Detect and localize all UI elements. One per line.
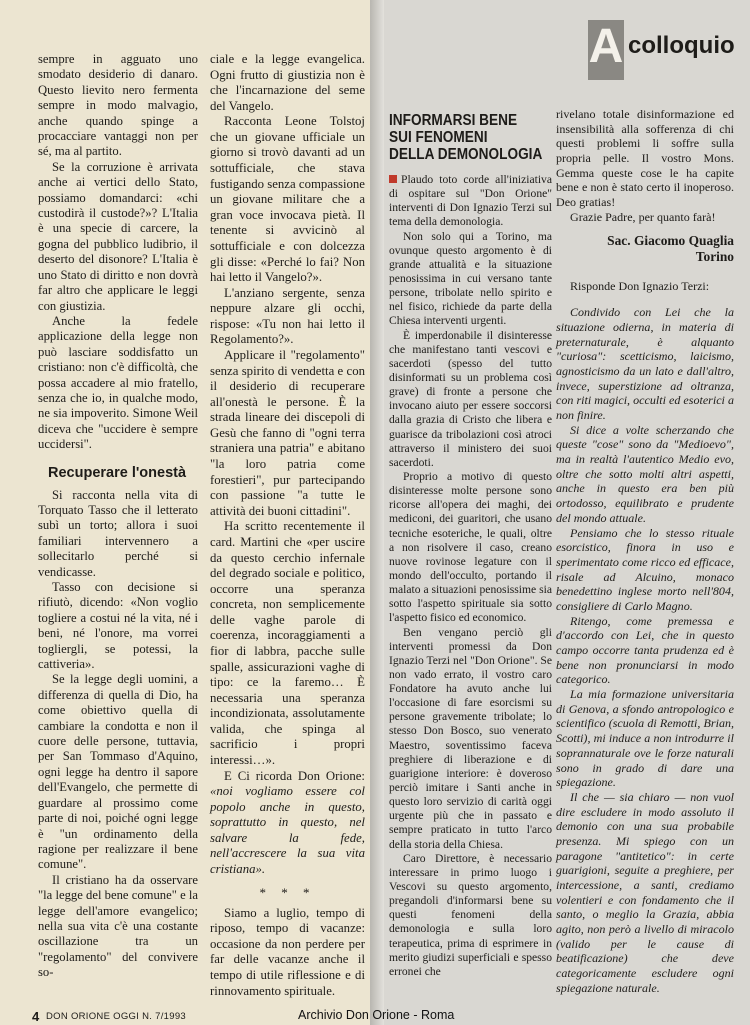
- magazine-issue: DON ORIONE OGGI N. 7/1993: [46, 1011, 187, 1022]
- headline-line: SUI FENOMENI: [389, 129, 488, 146]
- section-subheading: Recuperare l'onestà: [48, 464, 187, 481]
- column-4: [556, 107, 734, 996]
- paragraph: Se la corruzione è arrivata anche ai vertici dello Stato, possiamo domandarci: «chi custodirà il custode?»? L'Italia è una specie di carcere, la gogna del pubblico ludibrio, il deserto del disonore? L'Italia è uno Stato di diritto e non dovrà far altro che applicare le leggi con giustizia.: [38, 159, 198, 313]
- paragraph-quote: [210, 769, 365, 878]
- paragraph-text: Plaudo toto corde all'iniziativa di ospitare sul "Don Orione" interventi di Don Ignazio Terzi sul tema della demonologia.: [389, 173, 552, 229]
- column-2: [210, 52, 365, 999]
- logo-letter: A: [588, 20, 624, 80]
- paragraph: ciale e la legge evangelica. Ogni frutto di giustizia non è che l'incarnazione del seme del Vangelo.: [210, 52, 365, 113]
- paragraph: Proprio a motivo di questo disinteresse molte persone sono ricorse all'opera dei maghi, dei mediconi, dei guaritori, che usano tecniche esoteriche, le quali, oltre a non risolvere il caso, creano nuove rovinose legature con il mondo dell'occulto, portando il malato a situazioni penosissime sia sotto l'aspetto spirituale sia sotto l'aspetto fisico ed economico.: [389, 469, 552, 625]
- logo-word: colloquio: [628, 32, 735, 59]
- paragraph: Racconta Leone Tolstoj che un giovane ufficiale un giorno si trovò davanti ad un sottufficiale, che stava fustigando senza compassione un giovane militare che a gran voce invocava pietà. Il tenente si avvicinò al sottufficiale e con dolcezza gli disse: «Perché lo fai? Non hai letto il Vangelo?».: [210, 114, 365, 285]
- paragraph: sempre in agguato uno smodato desiderio di danaro. Questo lievito nero fermenta sempre in modo malvagio, anche quando spinge a procacciare vantaggi non per sé, ma al partito.: [38, 52, 198, 159]
- reply-paragraph: La mia formazione universitaria di Genova, a sfondo antropologico e scientifico (scuola di Remotti, Brian, Scotti), mi induce a non introdurre il soprannaturale ove le forze naturali sono in grado di dare una spiegazione.: [556, 687, 734, 790]
- paragraph: È imperdonabile il disinteresse che manifestano tanti vescovi e sacerdoti (spesso del tutto disinformati su un problema così grave) di fronte a persone che invocano aiuto per essere soccorsi dalla grazia di Cristo che libera e guarisce da tribolazioni così atroci attraverso il ministero dei suoi sacerdoti.: [389, 328, 552, 469]
- headline-line: INFORMARSI BENE: [389, 112, 518, 129]
- page-gutter: [370, 0, 384, 1025]
- paragraph: L'anziano sergente, senza neppure alzare gli occhi, rispose: «Tu non hai letto il Regolamento?».: [210, 285, 365, 347]
- reply-paragraph: Il che — sia chiaro — non vuol dire escludere in modo assoluto il demonio con una sua probabile presenza. Mi spiego con un paragone "antitetico": in certe guarigioni, seguite a preghiere, per intercessione, a santi, crediamo volentieri e con fondamento che il santo, o meglio la Grazia, abbia agito, non però a livello di miracolo (valido per le cause di beatificazione) che deve categoricamente escludere ogni spiegazione naturale.: [556, 789, 734, 995]
- signature: [556, 233, 734, 265]
- reply-paragraph: Condivido con Lei che la situazione odierna, in materia di preternaturale, è alquanto "curiosa": scetticismo, laicismo, agnosticismo da un lato e dall'altro, invece, superstizione ad oltranza, con riti magici, occulti ed esoterici a non finire.: [556, 305, 734, 422]
- section-logo: [588, 20, 735, 80]
- paragraph: Se la legge degli uomini, a differenza di quella di Dio, ha come obiettivo quella di cambiare la condotta e non il cuore delle persone, tuttavia, per San Tommaso d'Aquino, ogni legge ha dentro il sapore dell'Evangelo, che permette di guardare al prossimo come parte di noi, poiché ogni legge è "un ordinamento della ragione per realizzare il bene comune".: [38, 672, 198, 872]
- signature-name: Sac. Giacomo Quaglia: [607, 232, 734, 248]
- reply-paragraph: Si dice a volte scherzando che queste "cose" sono da "Medioevo", ma in realtà l'autentico Medio evo, oltre che sotto molti altri aspetti, anche in questo era ben più ortodosso, equilibrato e prudente del mondo attuale.: [556, 422, 734, 525]
- quote-intro: E Ci ricorda Don Orione:: [224, 768, 365, 783]
- paragraph: Tasso con decisione si rifiutò, dicendo: «Non voglio togliere a costui né la vita, né i beni, né l'onore, ma vorrei togliergli, se potessi, la cattiveria».: [38, 580, 198, 672]
- column-3: [389, 112, 552, 979]
- paragraph: Grazie Padre, per quanto farà!: [570, 209, 716, 224]
- archive-watermark: Archivio Don Orione - Roma: [298, 1008, 455, 1022]
- paragraph: Anche la fedele applicazione della legge non può lasciare soddisfatto un cristiano: non c'è difficoltà, che possa accadere al mio fratello, senza che io, in qualche modo, ne sia impoverito. Simone Weil diceva che "uccidere è sempre uccidersi".: [38, 313, 198, 452]
- paragraph: rivelano totale disinformazione ed insensibilità alla sofferenza di chi questi problemi li soffre sulla propria pelle. Il vostro Mons. Gemma queste cose le ha capite bene e non è stato certo il inoperoso. Deo gratias!: [556, 107, 734, 210]
- paragraph: Non solo qui a Torino, ma ovunque questo argomento è di grande attualità e la situazione penosissima in cui versano tante persone, tribolate nello spirito e nel fisico, richiede da parte della Chiesa interventi urgenti.: [389, 229, 552, 328]
- signature-city: Torino: [695, 248, 734, 264]
- paragraph: Caro Direttore, è necessario interessare in primo luogo i Vescovi su questo argomento, pregandoli d'informarsi bene su questi fenomeni della demonologia e sulla loro terapeutica, prima di esprimere in merito giudizi superficiali e spesso erronei che: [389, 851, 552, 978]
- lead-marker: [389, 175, 397, 183]
- letter-headline: [389, 112, 552, 163]
- reply-intro: Risponde Don Ignazio Terzi:: [570, 278, 710, 293]
- reply-paragraph: Ritengo, come premessa e d'accordo con Lei, che in questo campo occorre tanta prudenza ed è bene non pronunciarsi in modo categorico.: [556, 613, 734, 687]
- section-divider: * * *: [259, 884, 316, 900]
- paragraph: Ben vengano perciò gli interventi promessi da Don Ignazio Terzi nel "Don Orione". Se non vado errato, il vostro caro Fondatore ha avuto anche lui l'occasione di fare esorcismi su persone gravemente tribolate; lo stesso Don Bosco, suo venerato Maestro, soventissimo faceva preghiere di liberazione e di guarigione interiore: è doveroso perciò imitare i Santi anche in questo loro servizio di carità oggi urgente più che in passato e sempre praticato in tutto l'arco della storia della Chiesa.: [389, 625, 552, 851]
- paragraph: Siamo a luglio, tempo di riposo, tempo di vacanze: occasione da non perdere per far delle vacanze anche il tempo di utile riflessione e di rinnovamento spirituale.: [210, 905, 365, 998]
- page-number: 4: [32, 1009, 40, 1024]
- paragraph: [389, 173, 552, 230]
- paragraph: Il cristiano ha da osservare "la legge del bene comune" e la legge dell'amore evangelico; nella sua vita c'è una costante oscillazione tra un "regolamento" del convivere so-: [38, 872, 198, 980]
- paragraph: Si racconta nella vita di Torquato Tasso che il letterato subì un torto; allora i suoi familiari intervennero a sollecitarlo perché si vendicasse.: [38, 487, 198, 579]
- column-1: [38, 52, 198, 981]
- paragraph: Ha scritto recentemente il card. Martini che «per uscire da questo cerchio infernale del degrado sociale e politico, occorre una speranza concreta, non semplicemente delle vaghe parole di coerenza, incoraggiamenti a fior di labbra, pacche sulle spalle, assicurazioni vaghe di tipo: ce la faremo… È necessaria una speranza incondizionata, assolutamente valida, che spinga al sacrificio i propri interessi…».: [210, 519, 365, 768]
- reply-paragraph: Pensiamo che lo stesso rituale esorcistico, finora in uso e sperimentato come ricco ed efficace, risale ad Alcuino, monaco benedettino inglese morto nell'804, consigliere di Carlo Magno.: [556, 525, 734, 613]
- quote-text: «noi vogliamo essere col popolo anche in questo, soprattutto in questo, nel salvare la fede, nell'accrescere la sua vita cristiana».: [210, 784, 365, 877]
- headline-line: DELLA DEMONOLOGIA: [389, 146, 543, 163]
- paragraph: Applicare il "regolamento" senza spirito di vendetta e con il desiderio di recuperare all'onestà le persone. È la strada lineare dei discepoli di Gesù che fanno di "ogni terra straniera una patria" e abitano "la loro patria come forestieri", pur partecipando con passione "a tutte le attività dei buoni cittadini".: [210, 347, 365, 518]
